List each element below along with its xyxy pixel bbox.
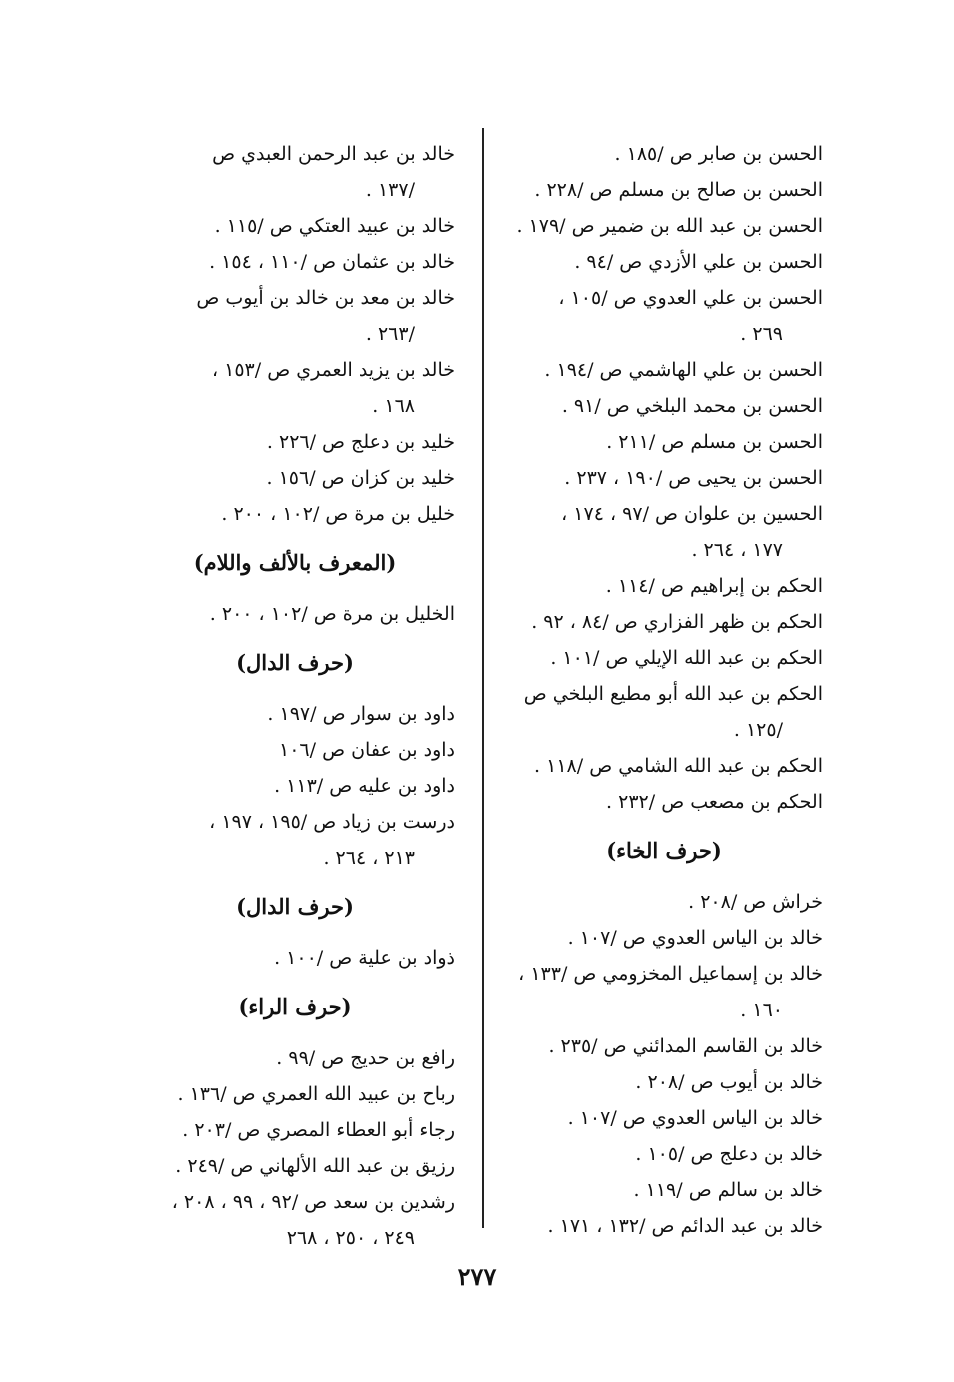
index-entry: [135, 1076, 455, 1112]
index-entry: [135, 244, 455, 280]
right-entries-top: [505, 136, 823, 820]
index-entry-text: الحكم بن ظهر الفزاري ص /٨٤ ، ٩٢ .: [531, 611, 823, 633]
index-entry: [505, 884, 823, 920]
index-entry-continuation: /٢٦٣ .: [365, 323, 415, 345]
index-entry-text: الحسن بن صابر ص /١٨٥ .: [614, 143, 823, 165]
index-entry-text: خالد بن دعلج ص /١٠٥ .: [635, 1143, 823, 1165]
section-heading-alif-lam: (المعرف بالألف واللام): [193, 550, 397, 575]
index-entry-text: خالد بن أيوب ص /٢٠٨ .: [635, 1071, 823, 1093]
column-divider: [482, 128, 484, 1228]
index-entry-text: خالد بن عثمان ص /١١٠ ، ١٥٤ .: [209, 251, 455, 273]
index-entry: [135, 352, 455, 424]
index-entry-text: خالد بن يزيد العمري ص /١٥٣ ،: [211, 359, 455, 381]
section-heading-kha: (حرف الخاء): [606, 838, 722, 863]
left-column: [135, 136, 455, 1256]
index-entry: [505, 172, 823, 208]
index-entry-text: رجاء أبو العطاء المصري ص /٢٠٣ .: [182, 1119, 455, 1141]
right-column: [505, 136, 823, 1244]
index-entry: [135, 1148, 455, 1184]
index-entry: [135, 1184, 455, 1256]
index-entry: [505, 1172, 823, 1208]
index-entry-text: داود بن سوار ص /١٩٧ .: [267, 703, 455, 725]
left-entries-ra: [135, 1040, 455, 1256]
index-entry: [135, 1112, 455, 1148]
index-entry-text: الحسن بن محمد البلخي ص /٩١ .: [561, 395, 823, 417]
index-entry: [505, 784, 823, 820]
left-entries-top: [135, 136, 455, 532]
index-entry: [135, 596, 455, 632]
index-entry: [135, 208, 455, 244]
index-entry-text: خليد بن كزان ص /١٥٦ .: [266, 467, 455, 489]
index-entry: [505, 208, 823, 244]
index-entry: [135, 732, 455, 768]
index-entry-text: الحسن بن علي الهاشمي ص /١٩٤ .: [544, 359, 823, 381]
index-entry-text: ذواد بن علية ص /١٠٠ .: [274, 947, 455, 969]
index-entry-continuation: ٢١٣ ، ٢٦٤ .: [323, 847, 415, 869]
index-entry: [135, 424, 455, 460]
index-entry-continuation: ١٦٠ .: [740, 999, 783, 1021]
left-entries-dhal: [135, 940, 455, 976]
index-entry-text: الحسن بن مسلم ص /٢١١ .: [606, 431, 823, 453]
index-entry-text: درست بن زياد ص /١٩٥ ، ١٩٧ ،: [209, 811, 455, 833]
index-entry: [505, 280, 823, 352]
index-entry-text: الحسين بن علوان ص /٩٧ ، ١٧٤ ،: [561, 503, 823, 525]
index-entry-continuation: ١٦٨ .: [372, 395, 415, 417]
index-entry: [505, 568, 823, 604]
index-entry-text: خراش ص /٢٠٨ .: [688, 891, 823, 913]
index-entry: [135, 136, 455, 208]
index-entry: [505, 352, 823, 388]
index-entry: [505, 1028, 823, 1064]
index-entry: [135, 804, 455, 876]
index-entry-text: الحسن بن علي العدوي ص /١٠٥ ،: [558, 287, 823, 309]
index-entry-text: خليد بن دعلج ص /٢٢٦ .: [266, 431, 455, 453]
index-entry-text: رافع بن حديج ص /٩٩ .: [276, 1047, 455, 1069]
index-entry-text: خالد بن الياس العدوي ص /١٠٧ .: [567, 927, 823, 949]
index-entry-text: خالد بن معد بن خالد بن أيوب ص: [196, 287, 455, 309]
index-entry-text: الحكم بن عبد الله أبو مطيع البلخي ص: [523, 683, 823, 705]
index-entry: [505, 460, 823, 496]
index-entry-text: الحسن بن عبد الله بن ضمير ص /١٧٩ .: [516, 215, 823, 237]
index-entry: [505, 640, 823, 676]
index-entry: [135, 460, 455, 496]
index-entry-text: رباح بن عبيد الله العمري ص /١٣٦ .: [177, 1083, 455, 1105]
index-entry: [505, 956, 823, 1028]
index-entry-text: خالد بن عبد الرحمن العبدي ص: [212, 143, 455, 165]
index-entry: [505, 388, 823, 424]
index-entry-text: الحسن بن صالح بن مسلم ص /٢٢٨ .: [534, 179, 823, 201]
index-entry-text: خالد بن عبيد العتكي ص /١١٥ .: [214, 215, 455, 237]
index-entry-text: الحسن بن يحيى ص /١٩٠ ، ٢٣٧ .: [564, 467, 823, 489]
index-entry-text: خالد بن سالم ص /١١٩ .: [633, 1179, 823, 1201]
index-entry: [505, 748, 823, 784]
index-entry-text: الحكم بن عبد الله الشامي ص /١١٨ .: [534, 755, 823, 777]
index-entry: [505, 604, 823, 640]
index-entry: [505, 244, 823, 280]
index-entry-text: الحكم بن إبراهيم ص /١١٤ .: [605, 575, 823, 597]
index-entry-continuation: ٢٦٩ .: [740, 323, 783, 345]
index-entry: [505, 424, 823, 460]
index-entry-continuation: /١٣٧ .: [365, 179, 415, 201]
index-entry-continuation: ٢٤٩ ، ٢٥٠ ، ٢٦٨: [286, 1227, 415, 1249]
page-number: ٢٧٧: [457, 1262, 497, 1291]
index-entry-text: الحكم بن مصعب ص /٢٣٢ .: [606, 791, 823, 813]
index-entry: [135, 496, 455, 532]
index-entry: [135, 1040, 455, 1076]
index-entry-continuation: /١٢٥ .: [733, 719, 783, 741]
index-entry: [505, 676, 823, 748]
index-entry-text: خالد بن إسماعيل المخزومي ص /١٣٣ ،: [518, 963, 823, 985]
index-entry-text: خالد بن عبد الدائم ص /١٣٢ ، ١٧١ .: [547, 1215, 823, 1237]
index-entry-text: الحسن بن علي الأزدي ص /٩٤ .: [574, 251, 823, 273]
left-entries-dal: [135, 696, 455, 876]
left-entries-alif-lam: [135, 596, 455, 632]
index-entry: [505, 136, 823, 172]
index-entry-text: خليل بن مرة ص /١٠٢ ، ٢٠٠ .: [221, 503, 455, 525]
index-entry-text: رزيق بن عبد الله الألهاني ص /٢٤٩ .: [175, 1155, 455, 1177]
index-entry: [135, 768, 455, 804]
index-entry: [505, 1136, 823, 1172]
section-heading-dal: (حرف الدال): [236, 650, 354, 675]
index-entry-text: رشدين بن سعد ص /٩٢ ، ٩٩ ، ٢٠٨ ،: [171, 1191, 455, 1213]
index-entry: [505, 1100, 823, 1136]
index-entry: [135, 940, 455, 976]
index-entry-continuation: ١٧٧ ، ٢٦٤ .: [691, 539, 783, 561]
index-entry: [505, 496, 823, 568]
index-entry: [505, 920, 823, 956]
index-entry-text: داود بن عفان ص /١٠٦: [279, 739, 455, 761]
section-heading-ra: (حرف الراء): [238, 994, 352, 1019]
index-entry: [135, 696, 455, 732]
index-entry-text: خالد بن الياس العدوي ص /١٠٧ .: [567, 1107, 823, 1129]
right-entries-kha: [505, 884, 823, 1244]
index-entry-text: الخليل بن مرة ص /١٠٢ ، ٢٠٠ .: [209, 603, 455, 625]
index-entry: [505, 1208, 823, 1244]
section-heading-dhal: (حرف الدال): [236, 894, 354, 919]
index-entry: [505, 1064, 823, 1100]
index-entry-text: خالد بن القاسم المدائني ص /٢٣٥ .: [548, 1035, 823, 1057]
index-entry-text: داود بن عليه ص /١١٣ .: [274, 775, 455, 797]
index-entry-text: الحكم بن عبد الله الإيلي ص /١٠١ .: [550, 647, 823, 669]
index-entry: [135, 280, 455, 352]
